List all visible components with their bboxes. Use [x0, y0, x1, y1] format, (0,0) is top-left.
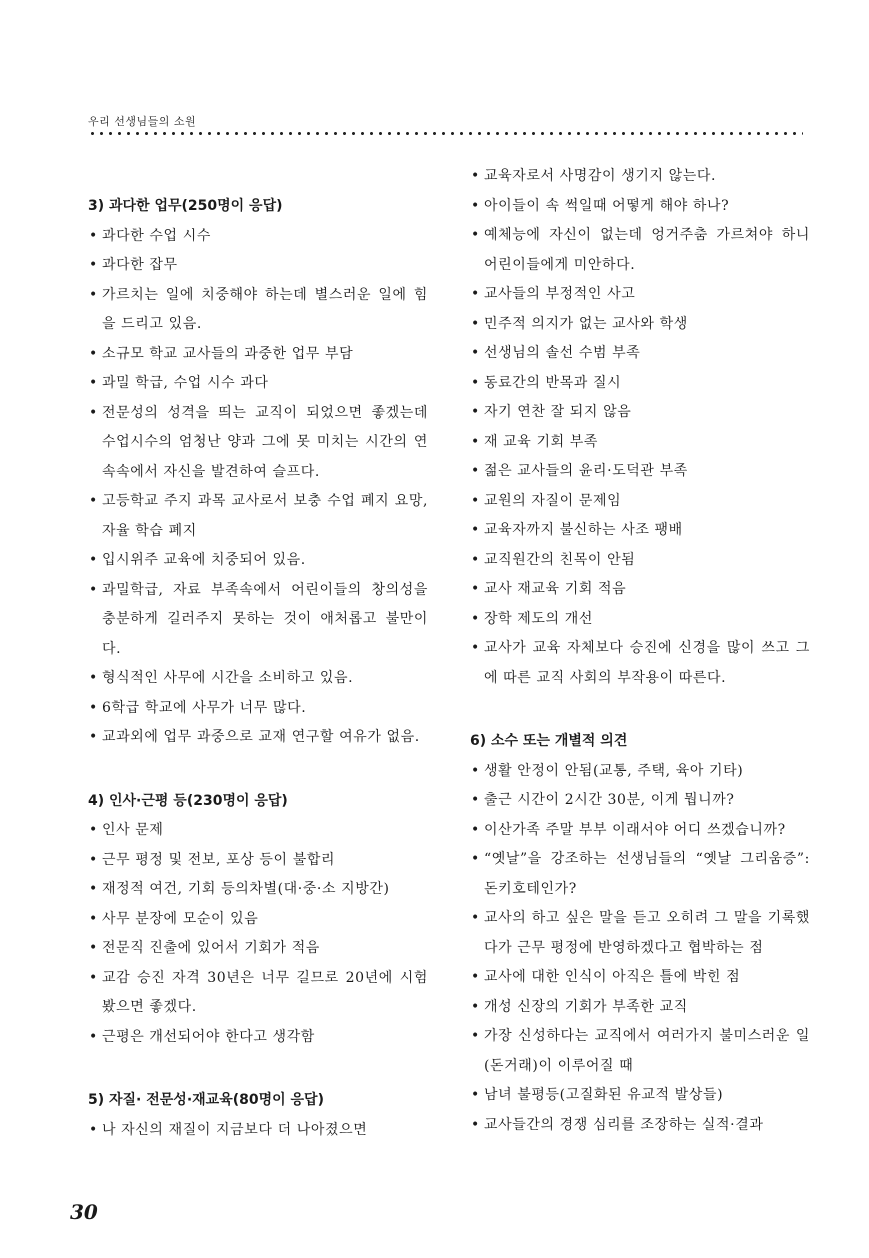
list-item: • 전문성의 성격을 띄는 교직이 되었으면 좋겠는데 수업시수의 엄청난 양과 그에 못 미치는 시간의 연속속에서 자신을 발견하여 슬프다.	[88, 399, 428, 488]
list-item: • 근무 평정 및 전보, 포상 등이 불합리	[88, 846, 428, 876]
list-item: • 교과외에 업무 과중으로 교재 연구할 여유가 없음.	[88, 723, 428, 753]
list-item: • 교사가 교육 자체보다 승진에 신경을 많이 쓰고 그에 따른 교직 사회의 부작용이 따른다.	[470, 634, 810, 693]
list-item: • 형식적인 사무에 시간을 소비하고 있음.	[88, 664, 428, 694]
item-list	[470, 162, 810, 693]
list-item: • 사무 분장에 모순이 있음	[88, 905, 428, 935]
item-list	[88, 816, 428, 1052]
list-item: • “옛날”을 강조하는 선생님들의 “옛날 그리움증”: 돈키호테인가?	[470, 845, 810, 904]
list-item: • 과다한 수업 시수	[88, 222, 428, 252]
list-item: • 교육자로서 사명감이 생기지 않는다.	[470, 162, 810, 192]
list-item: • 장학 제도의 개선	[470, 605, 810, 635]
list-item: • 소규모 학교 교사들의 과중한 업무 부담	[88, 340, 428, 370]
section-title: 5) 자질· 전문성·재교육(80명이 응답)	[88, 1092, 324, 1108]
section-title: 3) 과다한 업무(250명이 응답)	[88, 198, 283, 214]
list-item: • 과다한 잡무	[88, 251, 428, 281]
list-item: • 이산가족 주말 부부 이래서야 어디 쓰겠습니까?	[470, 816, 810, 846]
list-item: • 남녀 불평등(고질화된 유교적 발상들)	[470, 1081, 810, 1111]
list-item: • 과밀 학급, 수업 시수 과다	[88, 369, 428, 399]
list-item: • 자기 연찬 잘 되지 않음	[470, 398, 810, 428]
section-personnel	[88, 787, 428, 1053]
section-title: 6) 소수 또는 개별적 의견	[470, 733, 628, 749]
list-item: • 민주적 의지가 없는 교사와 학생	[470, 310, 810, 340]
page-number: 30	[70, 1200, 98, 1224]
list-item: • 예체능에 자신이 없는데 엉거주춤 가르쳐야 하니 어린이들에게 미안하다.	[470, 221, 810, 280]
list-item: • 전문직 진출에 있어서 기회가 적음	[88, 934, 428, 964]
list-item: • 고등학교 주지 과목 교사로서 보충 수업 폐지 요망, 자율 학습 폐지	[88, 487, 428, 546]
list-item: • 가장 신성하다는 교직에서 여러가지 불미스러운 일(돈거래)이 이루어질 때	[470, 1022, 810, 1081]
left-column	[88, 0, 428, 1145]
list-item: • 교사 재교육 기회 적음	[470, 575, 810, 605]
section-title: 4) 인사·근평 등(230명이 응답)	[88, 792, 288, 809]
list-item: • 출근 시간이 2시간 30분, 이게 뭡니까?	[470, 786, 810, 816]
list-item: • 가르치는 일에 치중해야 하는데 별스러운 일에 힘을 드리고 있음.	[88, 281, 428, 340]
list-item: • 아이들이 속 썩일때 어떻게 해야 하나?	[470, 192, 810, 222]
list-item: • 교원의 자질이 문제임	[470, 487, 810, 517]
list-item: • 교감 승진 자격 30년은 너무 길므로 20년에 시험 봤으면 좋겠다.	[88, 964, 428, 1023]
item-list	[88, 222, 428, 753]
section-qualification-continued	[470, 162, 810, 693]
list-item: • 근평은 개선되어야 한다고 생각함	[88, 1023, 428, 1053]
list-item: • 개성 신장의 기회가 부족한 교직	[470, 993, 810, 1023]
list-item: • 입시위주 교육에 치중되어 있음.	[88, 546, 428, 576]
right-column	[470, 0, 810, 1140]
list-item: • 나 자신의 재질이 지금보다 더 나아졌으면	[88, 1116, 428, 1146]
list-item: • 생활 안정이 안됨(교통, 주택, 육아 기타)	[470, 757, 810, 787]
list-item: • 선생님의 솔선 수범 부족	[470, 339, 810, 369]
list-item: • 교사들의 부정적인 사고	[470, 280, 810, 310]
list-item: • 젊은 교사들의 윤리·도덕관 부족	[470, 457, 810, 487]
list-item: • 교사들간의 경쟁 심리를 조장하는 실적·결과	[470, 1111, 810, 1141]
list-item: • 과밀학급, 자료 부족속에서 어린이들의 창의성을 충분하게 길러주지 못하는 것이 애처롭고 불만이다.	[88, 576, 428, 665]
list-item: • 교사의 하고 싶은 말을 듣고 오히려 그 말을 기록했다가 근무 평정에 반영하겠다고 협박하는 점	[470, 904, 810, 963]
list-item: • 재 교육 기회 부족	[470, 428, 810, 458]
list-item: • 6학급 학교에 사무가 너무 많다.	[88, 694, 428, 724]
section-individual-opinions	[470, 727, 810, 1140]
item-list	[88, 1116, 428, 1146]
item-list	[470, 757, 810, 1141]
list-item: • 인사 문제	[88, 816, 428, 846]
running-header: 우리 선생님들의 소원	[88, 115, 197, 128]
list-item: • 교육자까지 불신하는 사조 팽배	[470, 516, 810, 546]
section-workload	[88, 192, 428, 753]
list-item: • 동료간의 반목과 질시	[470, 369, 810, 399]
section-qualification	[88, 1086, 428, 1145]
list-item: • 교사에 대한 인식이 아직은 틀에 박힌 점	[470, 963, 810, 993]
list-item: • 교직원간의 친목이 안됨	[470, 546, 810, 576]
list-item: • 재정적 여건, 기회 등의차별(대·중·소 지방간)	[88, 875, 428, 905]
